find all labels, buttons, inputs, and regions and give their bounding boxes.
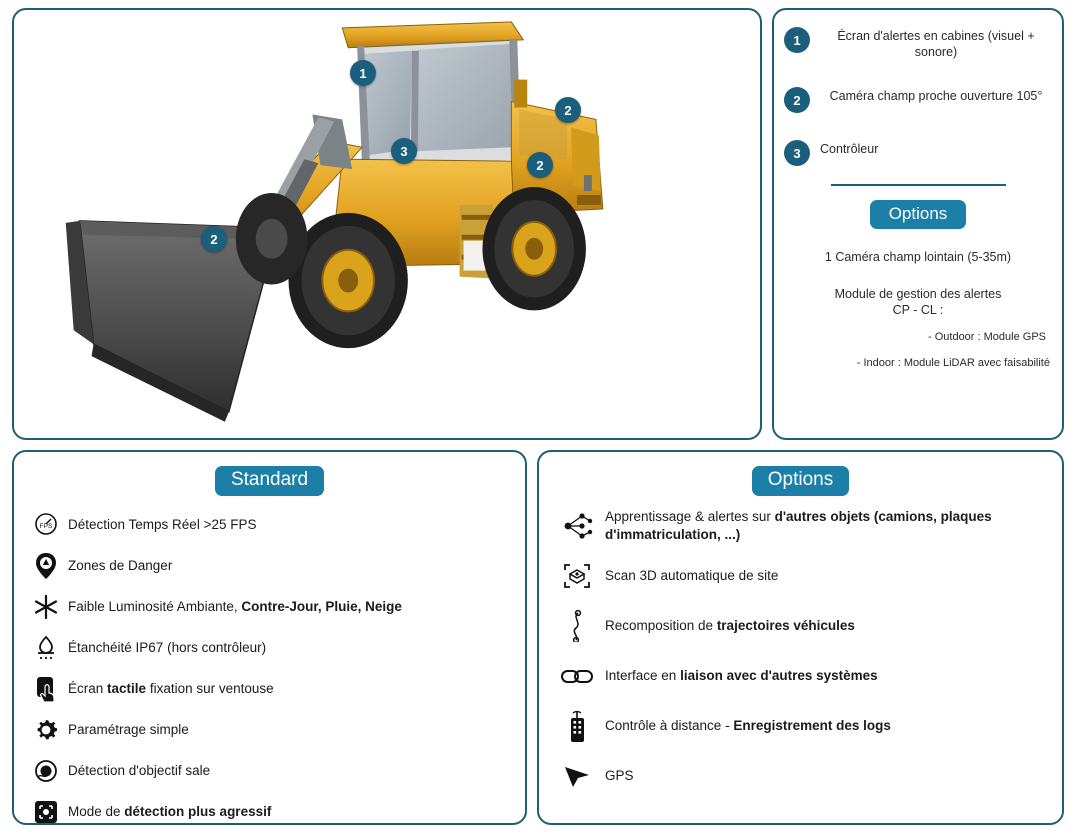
neural-network-icon [549, 509, 605, 543]
feature-label: Paramétrage simple [68, 722, 189, 738]
feature-label: Zones de Danger [68, 558, 173, 574]
legend-options-title: Options [870, 200, 966, 229]
feature-label: Interface en liaison avec d'autres systèmes [605, 668, 878, 684]
callout-badge-3: 3 [391, 138, 417, 164]
feature-label: Faible Luminosité Ambiante, Contre-Jour, Pluie, Neige [68, 599, 402, 615]
feature-row [24, 590, 515, 624]
feature-row [24, 713, 515, 747]
svg-text:FPS: FPS [39, 523, 53, 530]
feature-label: GPS [605, 768, 634, 784]
legend-panel [772, 8, 1064, 440]
wheel-loader-illustration [14, 10, 760, 440]
legend-badge-1: 1 [784, 27, 810, 53]
feature-row [549, 508, 1052, 543]
legend-label-1: Écran d'alertes en cabines (visuel + sonore) [837, 29, 1035, 59]
legend-option-line-2 [784, 286, 1052, 319]
feature-label: Contrôle à distance - Enregistrement des logs [605, 718, 891, 734]
feature-label: Recomposition de trajectoires véhicules [605, 618, 855, 634]
legend-option-line-1: 1 Caméra champ lointain (5-35m) [824, 250, 1012, 265]
snowflake-icon [24, 590, 68, 624]
feature-label: Détection d'objectif sale [68, 763, 211, 779]
feature-label: Scan 3D automatique de site [605, 568, 779, 584]
feature-row [549, 709, 1052, 743]
feature-label: Détection Temps Réel >25 FPS [68, 517, 257, 533]
options-features-panel [537, 450, 1064, 825]
standard-feature-list [24, 508, 515, 829]
feature-row [549, 759, 1052, 793]
remote-control-icon [549, 709, 605, 743]
waterproof-ip67-icon [24, 631, 68, 665]
legend-option-line-3: - Outdoor : Module GPS [928, 331, 1046, 343]
legend-option-line-2a: Module de gestion des alertes [834, 286, 1002, 301]
machine-image-panel [12, 8, 762, 440]
feature-row [24, 631, 515, 665]
legend-badge-2: 2 [784, 87, 810, 113]
touchscreen-hand-icon [24, 672, 68, 706]
feature-label: Apprentissage & alertes sur d'autres objets (camions, plaques d'immatriculation, ...) [605, 509, 992, 542]
feature-row [549, 559, 1052, 593]
legend-item-1 [784, 26, 1052, 60]
feature-label: Mode de détection plus agressif [68, 804, 272, 820]
legend-label-2: Caméra champ proche ouverture 105° [829, 89, 1043, 104]
legend-option-line-2b: CP - CL : [892, 302, 944, 317]
feature-row [24, 795, 515, 829]
danger-zone-pin-icon [24, 549, 68, 583]
legend-label-3: Contrôleur [820, 142, 879, 157]
callout-badge-2c: 2 [201, 226, 227, 252]
standard-title: Standard [215, 466, 324, 496]
legend-item-3 [784, 139, 1052, 166]
dirty-lens-icon [24, 754, 68, 788]
link-chain-icon [549, 659, 605, 693]
feature-row [24, 754, 515, 788]
feature-row [24, 549, 515, 583]
legend-option-line-4: - Indoor : Module LiDAR avec faisabilité [856, 357, 1050, 370]
feature-row [24, 508, 515, 542]
scan3d-icon [549, 559, 605, 593]
legend-item-2 [784, 86, 1052, 113]
feature-label: Étanchéité IP67 (hors contrôleur) [68, 640, 267, 656]
options-feature-list [549, 508, 1052, 793]
callout-badge-2b: 2 [527, 152, 553, 178]
gear-icon [24, 713, 68, 747]
aggressive-detection-icon [24, 795, 68, 829]
callout-badge-2a: 2 [555, 97, 581, 123]
feature-row [549, 659, 1052, 693]
legend-badge-3: 3 [784, 140, 810, 166]
callout-badge-1: 1 [350, 60, 376, 86]
legend-divider [831, 184, 1006, 186]
feature-row [549, 609, 1052, 643]
standard-features-panel [12, 450, 527, 825]
gps-cursor-icon [549, 759, 605, 793]
trajectory-icon [549, 609, 605, 643]
feature-row [24, 672, 515, 706]
fps-gauge-icon [24, 508, 68, 542]
options-title: Options [752, 466, 849, 496]
feature-label: Écran tactile fixation sur ventouse [68, 681, 274, 697]
